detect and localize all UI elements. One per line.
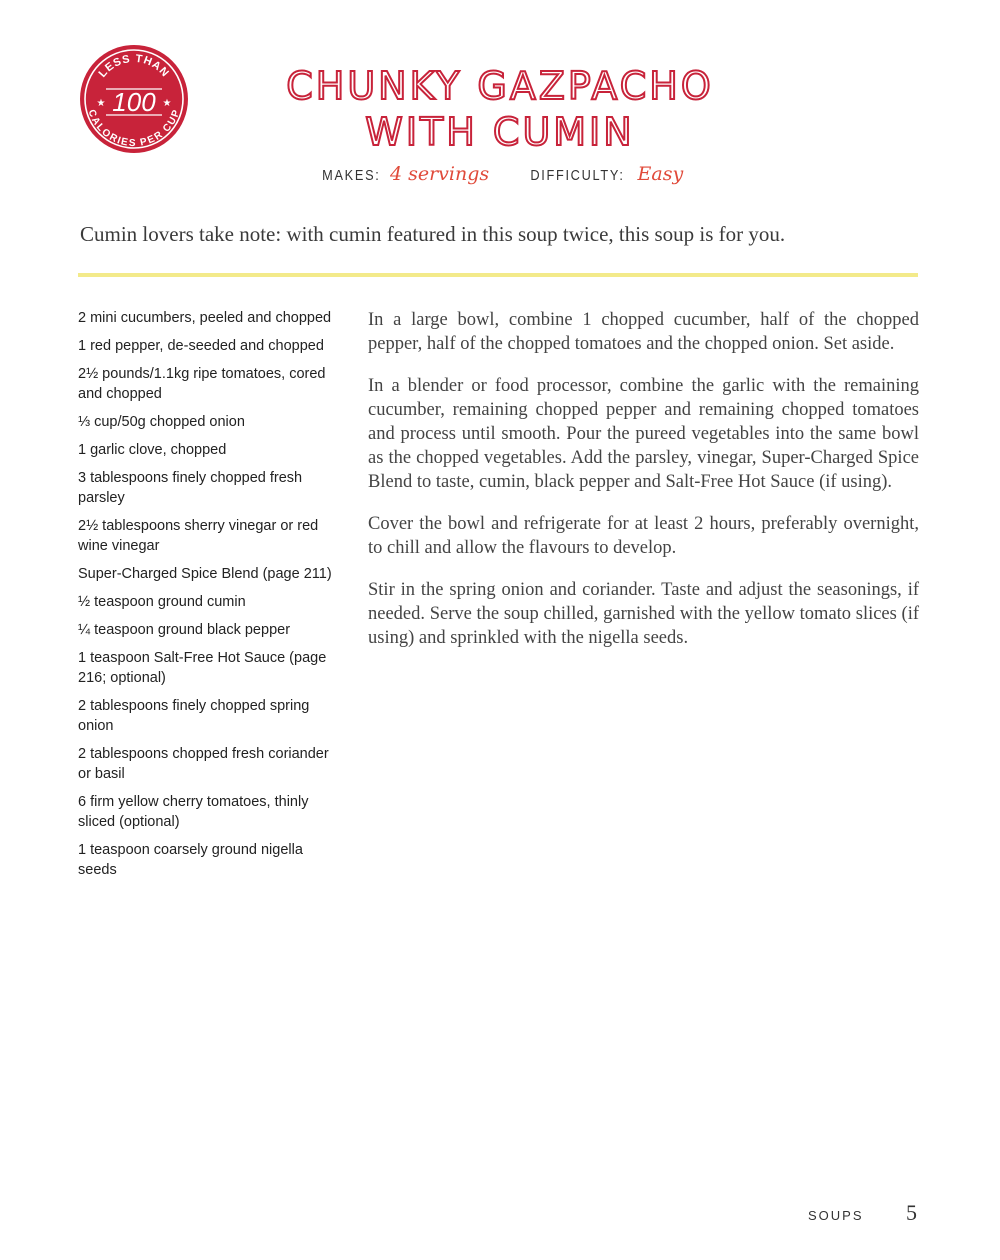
ingredient-item: Super-Charged Spice Blend (page 211) <box>78 566 332 582</box>
difficulty-value: Easy <box>637 163 684 185</box>
recipe-title-line-2: WITH CUMIN <box>365 110 635 154</box>
ingredient-item: 2½ pounds/1.1kg ripe tomatoes, cored and chopped <box>78 366 326 402</box>
method-step: In a large bowl, combine 1 chopped cucumber, half of the chopped pepper, half of the chopped tomatoes and the chopped onion. Set aside. <box>368 310 919 354</box>
ingredient-item: 1 red pepper, de-seeded and chopped <box>78 338 324 354</box>
difficulty-label: DIFFICULTY: <box>530 167 625 184</box>
page-number: 5 <box>906 1200 917 1225</box>
method-step: Cover the bowl and refrigerate for at least 2 hours, preferably overnight, to chill and allow the flavours to develop. <box>368 514 919 558</box>
method-step: In a blender or food processor, combine the garlic with the remaining cucumber, remaining chopped pepper and remaining chopped tomatoes and process until smooth. Pour the pureed vegetables into the same bowl as the chopped vegetables. Add the parsley, vinegar, Super-Charged Spice Blend to taste, cumin, black pepper and Salt-Free Hot Sauce (if using). <box>368 376 919 492</box>
divider <box>78 273 918 277</box>
ingredient-item: 2 tablespoons finely chopped spring onion <box>78 698 310 734</box>
recipe-intro: Cumin lovers take note: with cumin featured in this soup twice, this soup is for you. <box>80 222 786 246</box>
ingredient-item: ¼ teaspoon ground black pepper <box>78 622 291 638</box>
makes-value: 4 servings <box>389 163 490 185</box>
ingredient-item: ⅓ cup/50g chopped onion <box>78 414 245 430</box>
ingredient-item: 6 firm yellow cherry tomatoes, thinly sliced (optional) <box>78 794 309 830</box>
section-name: SOUPS <box>808 1208 864 1223</box>
method-step: Stir in the spring onion and coriander. Taste and adjust the seasonings, if needed. Serve the soup chilled, garnished with the yellow tomato slices (if using) and sprinkled with the nigella seeds. <box>368 580 919 648</box>
ingredient-item: 1 teaspoon coarsely ground nigella seeds <box>78 842 303 878</box>
ingredient-item: 1 teaspoon Salt-Free Hot Sauce (page 216; optional) <box>78 650 327 686</box>
ingredients-list <box>78 308 343 888</box>
badge-number: 100 <box>112 87 156 117</box>
recipe-title-line-1: CHUNKY GAZPACHO <box>286 64 714 108</box>
ingredient-item: 2½ tablespoons sherry vinegar or red wine vinegar <box>78 518 319 554</box>
makes-label: MAKES: <box>321 167 381 184</box>
badge-star-right: ★ <box>162 98 172 109</box>
calorie-badge <box>79 44 189 154</box>
badge-star-left: ★ <box>96 98 106 109</box>
ingredient-item: 2 mini cucumbers, peeled and chopped <box>78 310 332 326</box>
ingredient-item: ½ teaspoon ground cumin <box>78 594 246 610</box>
ingredient-item: 1 garlic clove, chopped <box>78 442 227 458</box>
ingredient-item: 3 tablespoons finely chopped fresh parsley <box>78 470 303 506</box>
ingredient-item: 2 tablespoons chopped fresh coriander or basil <box>78 746 329 782</box>
method-steps <box>368 308 919 668</box>
badge-bottom-text: CALORIES PER CUP <box>85 108 183 150</box>
badge-top-text: LESS THAN <box>96 52 172 80</box>
badge-seal <box>79 44 189 154</box>
recipe-meta <box>230 163 770 185</box>
